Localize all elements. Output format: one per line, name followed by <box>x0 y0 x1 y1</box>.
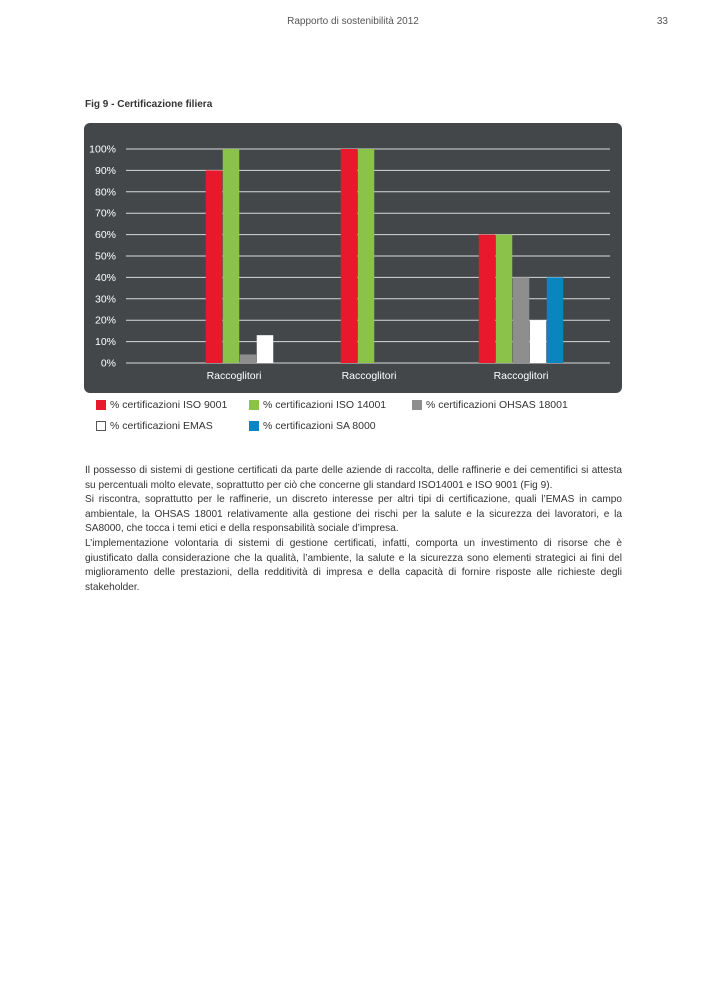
bar <box>513 277 530 363</box>
page-number: 33 <box>656 16 668 27</box>
paragraph: Si riscontra, soprattutto per le raffinerie, un discreto interesse per altri tipi di certificazione, quali l’EMAS in campo ambientale, la OHSAS 18001 relativamente alla gestione dei rischi per la salute e la sicurezza dei lavoratori, e la SA8000, che tocca i temi etici e della responsabilità sociale d’impresa. <box>85 494 622 535</box>
figure-title: Fig 9 - Certificazione filiera <box>85 99 213 110</box>
bar <box>206 170 223 363</box>
y-tick-label: 0% <box>100 357 116 370</box>
y-tick-label: 100% <box>89 143 116 156</box>
legend-item <box>96 420 213 432</box>
bar-chart <box>84 123 622 393</box>
legend-label: % certificazioni ISO 14001 <box>263 399 387 411</box>
legend-label: % certificazioni OHSAS 18001 <box>426 399 568 411</box>
legend-swatch <box>249 400 259 410</box>
x-category-label: Raccoglitori <box>341 370 397 382</box>
y-tick-label: 50% <box>94 250 116 263</box>
x-category-label: Raccoglitori <box>206 370 262 382</box>
legend-item <box>249 420 376 432</box>
y-tick-label: 60% <box>94 229 116 242</box>
y-tick-label: 10% <box>94 336 116 349</box>
bar <box>547 277 564 363</box>
bar <box>496 235 513 363</box>
paragraph: Il possesso di sistemi di gestione certificati da parte delle aziende di raccolta, delle raffinerie e dei cementifici si attesta su percentuali molto elevate, soprattutto per ciò che concerne gli standard ISO14001 e ISO 9001 (Fig 9). <box>85 465 622 491</box>
legend-label: % certificazioni SA 8000 <box>263 420 376 432</box>
body-text <box>85 464 622 595</box>
y-tick-label: 90% <box>94 164 116 177</box>
legend-item <box>412 399 568 411</box>
legend-item <box>96 399 227 411</box>
bar <box>358 149 375 363</box>
legend-swatch <box>249 421 259 431</box>
bar <box>223 149 240 363</box>
chart-panel <box>84 123 622 393</box>
bar <box>530 320 547 363</box>
legend-label: % certificazioni ISO 9001 <box>110 399 228 411</box>
y-tick-label: 80% <box>94 186 116 199</box>
y-tick-label: 20% <box>94 314 116 327</box>
legend-swatch <box>96 421 106 431</box>
y-tick-label: 70% <box>94 207 116 220</box>
legend-swatch <box>96 400 106 410</box>
y-tick-label: 40% <box>94 271 116 284</box>
x-category-label: Raccoglitori <box>493 370 549 382</box>
y-tick-label: 30% <box>94 293 116 306</box>
report-title: Rapporto di sostenibilità 2012 <box>287 16 419 27</box>
bar <box>341 149 358 363</box>
legend-label: % certificazioni EMAS <box>110 420 213 432</box>
legend-item <box>249 399 386 411</box>
paragraph: L’implementazione volontaria di sistemi di gestione certificati, infatti, comporta un investimento di risorse che è giustificato dalla considerazione che la qualità, l’ambiente, la salute e la sicurezza sono elementi strategici ai fini del miglioramento delle prestazioni, della redditività di impresa e della capacità di fornire risposte alle richieste degli stakeholder. <box>85 537 622 593</box>
bar <box>257 335 274 363</box>
bar <box>479 235 496 363</box>
legend-swatch <box>412 400 422 410</box>
bar <box>240 354 257 363</box>
